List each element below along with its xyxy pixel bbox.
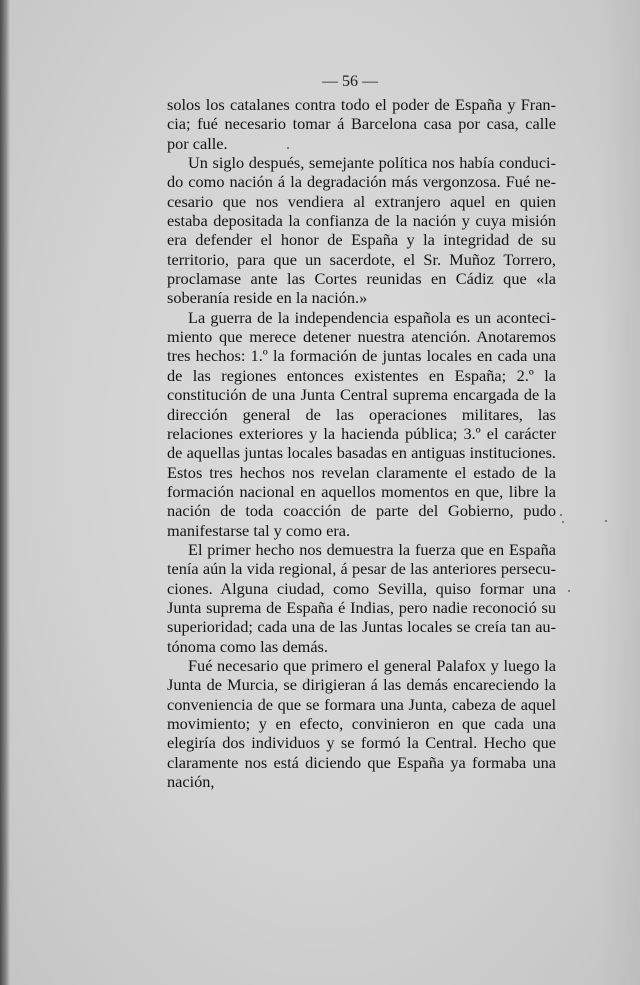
- ink-speck: [560, 514, 562, 516]
- page-left-edge-shadow: [0, 0, 10, 985]
- page-number: — 56 —: [322, 73, 378, 90]
- paragraph-5: Fué necesario que primero el general Palafox y luego la Junta de Murcia, se dirigieran á las demás encareciendo la conveniencia de que se formara una Junta, cabeza de aquel movimiento; y en efecto, convinieron en que cada una elegiría dos individuos y se formó la Central. Hecho que claramente nos está diciendo que España ya formaba una nación,: [167, 655, 556, 792]
- paragraph-4: El primer hecho nos demuestra la fuerza que en España tenía aún la vida regional, á pesar de las anteriores persecuciones. Alguna ciudad, como Sevilla, quiso formar una Junta suprema de España é Indias, pero nadie reconoció su superioridad; cada una de las Juntas locales se creía tan autónoma como las demás.: [167, 539, 556, 656]
- ink-speck: [287, 147, 289, 149]
- paragraph-3: La guerra de la independencia española es un acontecimiento que merece detener nuestra atención. Anotaremos tres hechos: 1.º la formación de juntas locales en cada una de las regiones entonces existentes en España; 2.º la constitución de una Junta Central suprema encargada de la dirección general de las operaciones militares, las relaciones exteriores y la hacienda pública; 3.º el carácter de aquellas juntas locales basadas en antiguas instituciones. Estos tres hechos nos revelan claramente el estado de la formación nacional en aquellos momentos en que, libre la nación de toda coacción de parte del Gobierno, pudo manifestarse tal y como era.: [167, 307, 556, 540]
- page-right-edge-shadow: [600, 0, 640, 985]
- body-text: [167, 95, 556, 791]
- paragraph-1: solos los catalanes contra todo el poder de España y Francia; fué necesario tomar á Barcelona casa por casa, calle por calle.: [167, 95, 556, 153]
- paragraph-2: Un siglo después, semejante política nos había conducido como nación á la degradación más vergonzosa. Fué necesario que nos vendiera al extranjero aquel en quien estaba depositada la confianza de la nación y cuya misión era defender el honor de España y la integridad de su territorio, para que un sacerdote, el Sr. Muñoz Torrero, proclamase ante las Cortes reunidas en Cádiz que «la soberanía reside en la nación.»: [167, 153, 556, 308]
- ink-speck: [605, 520, 607, 522]
- ink-speck: [568, 590, 570, 592]
- ink-speck: [562, 521, 564, 523]
